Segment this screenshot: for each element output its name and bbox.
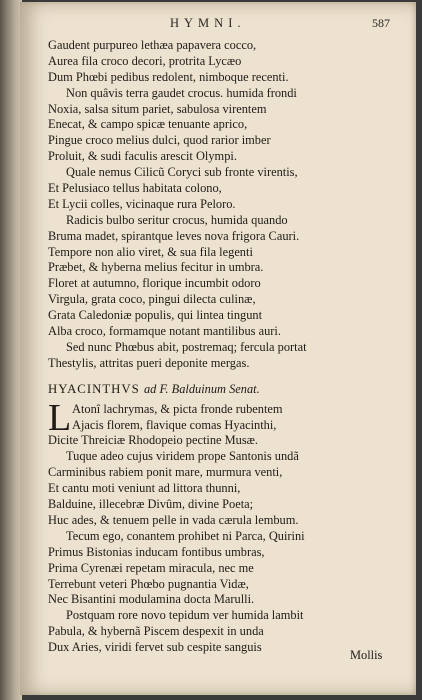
catchword: Mollis: [350, 648, 383, 662]
verse-line: Thestylis, attritas pueri deponite mergas.: [48, 355, 250, 370]
verse-line: Ajacis florem, flavique comas Hyacinthi,: [72, 417, 277, 432]
poem-section-crocus: [48, 38, 408, 372]
verse-line: Bruma madet, spirantque leves nova frigora Cauri.: [48, 228, 300, 243]
running-title: HYMNI.: [170, 16, 246, 30]
verse-line: Dux Aries, viridi fervet sub cespite sanguis: [48, 640, 262, 655]
verse-line: Præbet, & hyberna melius fecitur in umbra.: [48, 260, 264, 275]
verse-line: Terrebunt veteri Phœbo pugnantia Vidæ,: [48, 576, 249, 591]
verse-line: Enecat, & campo spicæ tenuante aprico,: [48, 117, 248, 132]
drop-cap-initial: L: [48, 396, 72, 439]
verse-line: Floret at autumno, florique incumbit odoro: [48, 276, 261, 291]
verse-line: Dicite Threiciæ Rhodopeio pectine Musæ.: [48, 433, 259, 448]
verse-line: Et Pelusiaco tellus habitata colono,: [48, 181, 222, 196]
page-number: 587: [372, 16, 390, 30]
verse-line: Tuque adeo cujus viridem prope Santonis undã: [66, 449, 299, 464]
verse-line: Prima Cyrenæi repetam miracula, nec me: [48, 560, 254, 575]
section-dedication: ad F. Balduinum Senat.: [143, 381, 260, 396]
verse-line: Radicis bulbo seritur crocus, humida quando: [66, 212, 288, 227]
verse-line: Pabula, & hybernã Piscem despexit in unda: [48, 624, 264, 639]
verse-line: Nec Bisantini modulamina docta Marulli.: [48, 592, 255, 607]
verse-line: Et cantu moti veniunt ad littora thunni,: [48, 481, 241, 496]
poem-text: [48, 38, 408, 656]
verse-line: Alba croco, formamque notant mantilibus auri.: [48, 324, 281, 339]
verse-line: Virgula, grata coco, pingui dilecta culinæ,: [48, 292, 256, 307]
verse-line: Pingue croco melius dulci, quod rarior imber: [48, 133, 271, 148]
page-header: [20, 16, 416, 36]
verse-line: Carminibus rabiem ponit mare, murmura venti,: [48, 465, 283, 480]
verse-line: Quale nemus Cilicũ Coryci sub fronte virentis,: [66, 165, 298, 180]
verse-line: Tempore non alio viret, & sua fila legenti: [48, 244, 253, 259]
verse-line: Sed nunc Phœbus abit, postremaq; fercula portat: [66, 339, 307, 354]
verse-line: Primus Bistonias inducam fontibus umbras,: [48, 544, 265, 559]
verse-line: Postquam rore novo tepidum ver humida lambit: [66, 608, 304, 623]
verse-line: Tecum ego, conantem prohibet ni Parca, Quirini: [66, 528, 305, 543]
section-heading: [48, 380, 408, 398]
book-gutter-edge: [0, 0, 22, 700]
verse-line: Proluit, & sudi faculis arescit Olympi.: [48, 149, 237, 164]
verse-line: Grata Caledoniæ populis, qui lintea tingunt: [48, 308, 263, 323]
verse-line: Huc ades, & tenuem pelle in vada cærula lembum.: [48, 512, 299, 527]
verse-line: Aurea fila croco decori, protrita Lycæo: [48, 53, 242, 68]
verse-line: Noxia, salsa situm pariet, sabulosa virentem: [48, 101, 267, 116]
book-page: [20, 2, 416, 695]
verse-line: Non quâvis terra gaudet crocus. humida frondi: [66, 85, 297, 100]
section-title: HYACINTHVS: [48, 381, 140, 396]
verse-line: Dum Phœbi pedibus redolent, nimboque recenti.: [48, 69, 289, 84]
verse-line: Balduine, illecebræ Divûm, divine Poeta;: [48, 497, 254, 512]
verse-line: Atonî lachrymas, & picta fronde rubentem: [72, 401, 283, 416]
verse-line: Gaudent purpureo lethæa papavera cocco,: [48, 38, 257, 52]
poem-section-hyacinth: [48, 396, 408, 656]
verse-line: Et Lycii colles, vicinaque rura Peloro.: [48, 196, 236, 211]
